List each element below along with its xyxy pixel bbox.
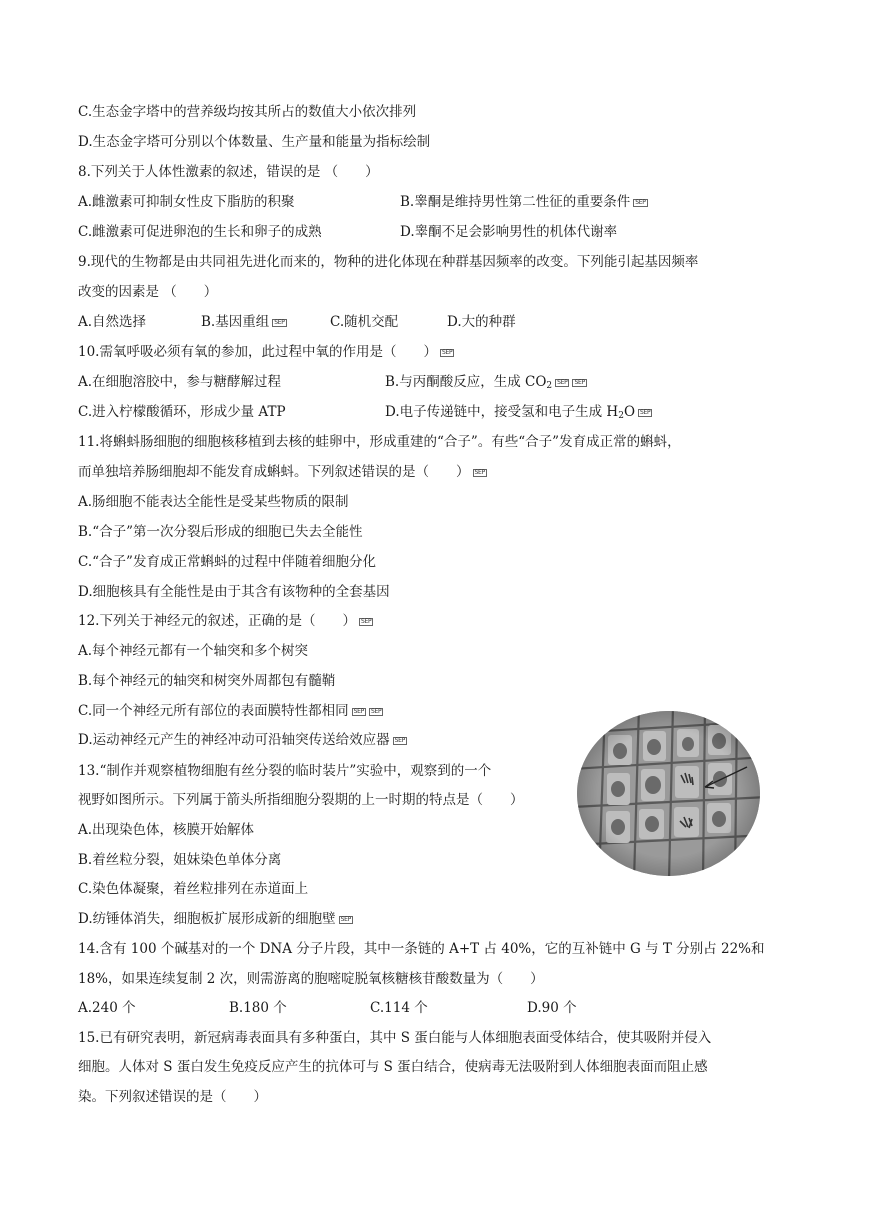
q9-stem-line2: 改变的因素是 （ ）: [78, 284, 218, 300]
sep-mark-icon: SEP: [574, 378, 585, 386]
q15-stem-line1: 15.已有研究表明，新冠病毒表面具有多种蛋白，其中 S 蛋白能与人体细胞表面受体结合，使其吸附并侵入: [78, 1030, 712, 1046]
sep-mark-icon: SEP: [640, 408, 651, 416]
q14-stem-line2: 18%，如果连续复制 2 次，则需游离的胞嘧啶脱氧核糖核苷酸数量为（ ）: [78, 971, 544, 987]
q13-option-c: C.染色体凝聚，着丝粒排列在赤道面上: [78, 881, 309, 897]
q15-stem-line3: 染。下列叙述错误的是（ ）: [78, 1089, 267, 1105]
q11-option-a: A.肠细胞不能表达全能性是受某些物质的限制: [78, 494, 349, 510]
sep-mark-icon: SEP: [394, 736, 405, 744]
q11-stem-line2-text: 而单独培养肠细胞却不能发育成蝌蚪。下列叙述错误的是（ ）: [78, 464, 470, 480]
sep-mark-icon: SEP: [353, 707, 364, 715]
q9-option-c: C.随机交配: [330, 314, 399, 330]
q12-option-d: [78, 731, 407, 749]
q13-option-d: [78, 910, 353, 928]
sep-mark-icon: SEP: [370, 707, 382, 715]
q7-option-c: C.生态金字塔中的营养级均按其所占的数值大小依次排列: [78, 104, 417, 120]
q8-option-b: [400, 193, 648, 211]
q8-option-c: C.雌激素可促进卵泡的生长和卵子的成熟: [78, 224, 322, 240]
q8-option-b-text: B.睾酮是维持男性第二性征的重要条件: [400, 194, 631, 210]
q7-option-d: D.生态金字塔可分别以个体数量、生产量和能量为指标绘制: [78, 134, 431, 150]
micrograph-cells-graphic: [577, 711, 760, 876]
q13-option-d-text: D.纺锤体消失，细胞板扩展形成新的细胞壁: [78, 911, 336, 927]
q14-option-b: B.180 个: [229, 1000, 287, 1016]
q10-option-d: [385, 403, 652, 425]
mitosis-micrograph-image: [577, 711, 760, 876]
q13-option-a: A.出现染色体，核膜开始解体: [78, 822, 255, 838]
sep-mark-icon: SEP: [441, 348, 453, 356]
q9-option-b: [201, 313, 287, 331]
q10-option-d-tail: O: [623, 404, 636, 420]
q12-stem-text: 12.下列关于神经元的叙述，正确的是（ ）: [78, 613, 356, 629]
q10-option-a: A.在细胞溶胶中，参与糖酵解过程: [78, 374, 282, 390]
q10-stem: [78, 343, 454, 361]
q13-option-b: B.着丝粒分裂，姐妹染色单体分离: [78, 852, 282, 868]
q14-option-d: D.90 个: [527, 1000, 577, 1016]
sep-mark-icon: SEP: [474, 468, 485, 476]
q11-stem-line1: 11.将蝌蚪肠细胞的细胞核移植到去核的蛙卵中，形成重建的“合子”。有些“合子”发育成正常的蝌蚪，: [78, 434, 681, 450]
q10-option-c: C.进入柠檬酸循环，形成少量 ATP: [78, 404, 286, 420]
sep-mark-icon: SEP: [340, 915, 351, 923]
q10-option-b: [385, 373, 587, 395]
q14-option-c: C.114 个: [370, 1000, 428, 1016]
q15-stem-line2: 细胞。人体对 S 蛋白发生免疫反应产生的抗体可与 S 蛋白结合，使病毒无法吸附到人体细胞表面而阻止感: [78, 1059, 708, 1075]
q11-stem-line2: [78, 463, 487, 481]
q11-option-c: C.“合子”发育成正常蝌蚪的过程中伴随着细胞分化: [78, 554, 376, 570]
q10-option-d-text: D.电子传递链中，接受氢和电子生成 H: [385, 404, 619, 420]
q11-option-b: B.“合子”第一次分裂后形成的细胞已失去全能性: [78, 524, 363, 540]
q12-stem: [78, 612, 373, 630]
q9-option-b-text: B.基因重组: [201, 314, 270, 330]
q8-option-a: A.雌激素可抑制女性皮下脂肪的积聚: [78, 194, 295, 210]
q14-stem-line1: 14.含有 100 个碱基对的一个 DNA 分子片段，其中一条链的 A+T 占 40%，它的互补链中 G 与 T 分别占 22%和: [78, 941, 765, 957]
q12-option-a: A.每个神经元都有一个轴突和多个树突: [78, 643, 309, 659]
q10-option-b-text: B.与丙酮酸反应，生成 CO: [385, 374, 547, 390]
q11-option-d: D.细胞核具有全能性是由于其含有该物种的全套基因: [78, 584, 390, 600]
sep-mark-icon: SEP: [360, 617, 372, 625]
q8-stem: 8.下列关于人体性激素的叙述，错误的是 （ ）: [78, 164, 379, 180]
sep-mark-icon: SEP: [557, 378, 568, 386]
q12-option-c: [78, 702, 383, 720]
q14-option-a: A.240 个: [78, 1000, 136, 1016]
sep-mark-icon: SEP: [274, 318, 285, 326]
q9-stem-line1: 9.现代的生物都是由共同祖先进化而来的，物种的进化体现在种群基因频率的改变。下列能引起基因频率: [78, 254, 699, 270]
q12-option-d-text: D.运动神经元产生的神经冲动可沿轴突传送给效应器: [78, 732, 390, 748]
q9-option-a: A.自然选择: [78, 314, 147, 330]
q13-stem-line1: 13.“制作并观察植物细胞有丝分裂的临时装片”实验中，观察到的一个: [78, 763, 492, 779]
q12-option-c-text: C.同一个神经元所有部位的表面膜特性都相同: [78, 703, 349, 719]
q12-option-b: B.每个神经元的轴突和树突外周都包有髓鞘: [78, 673, 336, 689]
q8-option-d: D.睾酮不足会影响男性的机体代谢率: [400, 224, 618, 240]
q13-stem-line2: 视野如图所示。下列属于箭头所指细胞分裂期的上一时期的特点是（ ）: [78, 792, 524, 808]
q10-option-d-subscript: 2: [618, 411, 624, 421]
q10-option-b-subscript: 2: [546, 381, 553, 391]
q10-stem-text: 10.需氧呼吸必须有氧的参加，此过程中氧的作用是（ ）: [78, 344, 437, 360]
q9-option-d: D.大的种群: [447, 314, 516, 330]
sep-mark-icon: SEP: [635, 198, 646, 206]
